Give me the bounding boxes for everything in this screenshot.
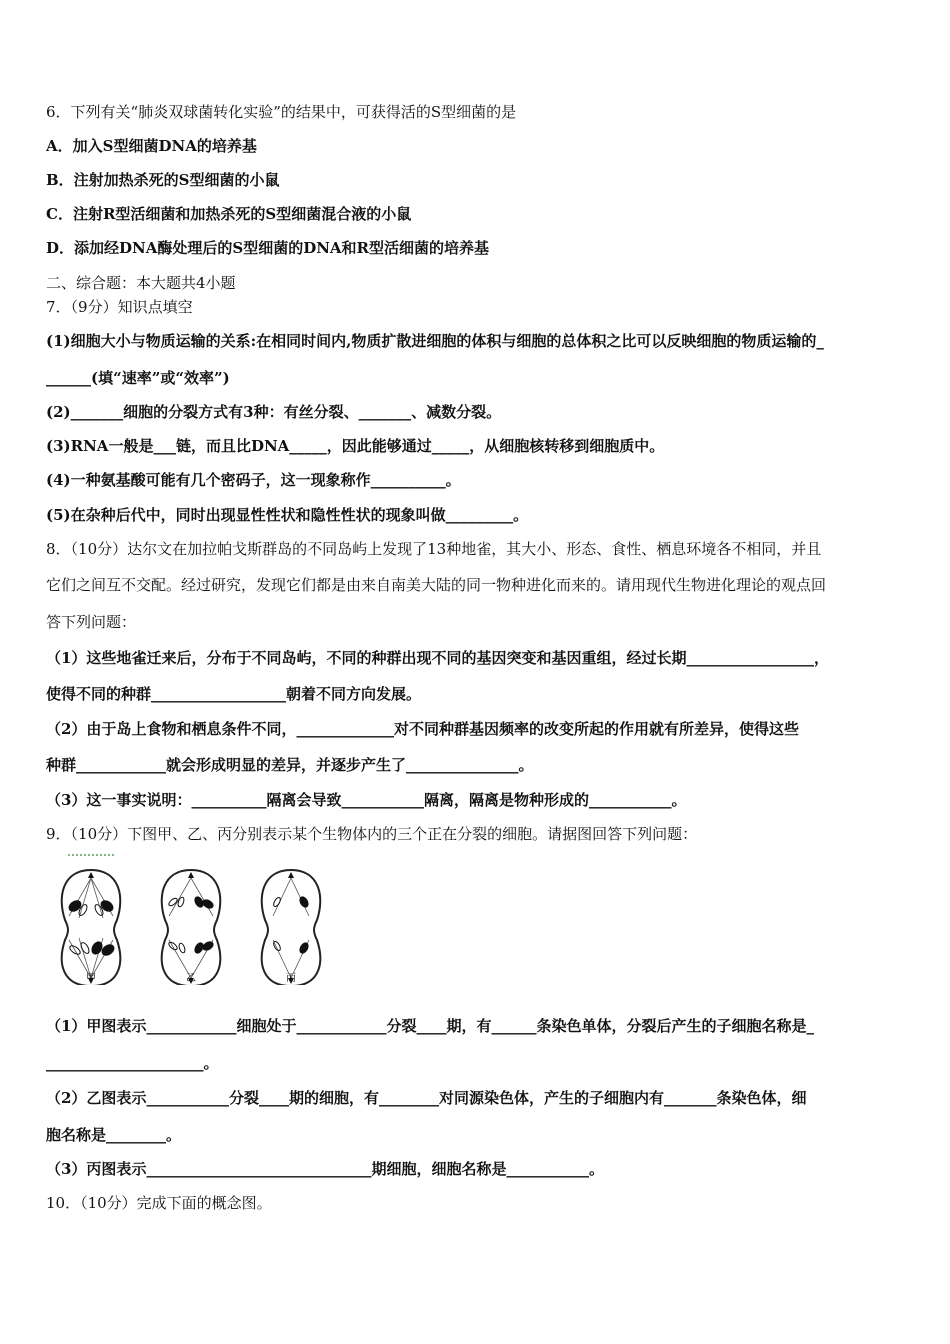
q7-item-1: (1)细胞大小与物质运输的关系:在相同时间内,物质扩散进细胞的体积与细胞的总体积之比可以反映细胞的物质运输的_ [46,332,824,350]
q10-stem: 10．（10分）完成下面的概念图。 [46,1194,272,1212]
q9-part-2-cont: 胞名称是________。 [46,1126,182,1144]
q8-stem-line-1: 8．（10分）达尔文在加拉帕戈斯群岛的不同岛屿上发现了13种地雀，其大小、形态、食性、栖息环境各不相同，并且 [46,540,822,558]
q9-part-2: （2）乙图表示___________分裂____期的细胞，有________对同源染色体，产生的子细胞内有_______条染色体，细 [46,1089,807,1107]
q7-item-4: (4)一种氨基酸可能有几个密码子，这一现象称作__________。 [46,471,461,489]
q8-part-2-cont: 种群____________就会形成明显的差异，并逐步产生了_______________。 [46,756,534,774]
q8-stem-line-3: 答下列问题： [46,613,137,631]
figure-label-yi: 乙 [186,973,196,984]
cell-yi [162,870,221,985]
q7-item-2: (2)_______细胞的分裂方式有3种：有丝分裂、_______、减数分裂。 [46,403,502,421]
q8-part-1-cont: 使得不同的种群__________________朝着不同方向发展。 [46,685,422,703]
q7-item-5: (5)在杂种后代中，同时出现显性性状和隐性性状的现象叫做_________。 [46,506,529,524]
q7-item-3: (3)RNA一般是___链，而且比DNA_____，因此能够通过_____，从细胞核转移到细胞质中。 [46,437,665,455]
section-heading: 二、综合题：本大题共4小题 [46,274,236,292]
q8-part-1: （1）这些地雀迁来后，分布于不同岛屿，不同的种群出现不同的基因突变和基因重组，经过长期_________________， [46,649,829,667]
cell-division-figure [50,850,340,985]
q6-stem: 6．下列有关“肺炎双球菌转化实验”的结果中，可获得活的S型细菌的是 [46,103,517,121]
figure-label-bing: 丙 [286,973,296,984]
q6-option-a: A．加入S型细菌DNA的培养基 [46,137,257,155]
q9-part-1: （1）甲图表示____________细胞处于____________分裂____期，有______条染色单体，分裂后产生的子细胞名称是_ [46,1017,814,1035]
figure-label-jia: 甲 [86,973,96,984]
q9-part-3: （3）丙图表示______________________________期细胞，细胞名称是___________。 [46,1160,604,1178]
cell-jia [62,870,121,985]
q8-part-3: （3）这一事实说明：__________隔离会导致___________隔离，隔离是物种形成的___________。 [46,791,687,809]
q8-part-2: （2）由于岛上食物和栖息条件不同，_____________对不同种群基因频率的改变所起的作用就有所差异，使得这些 [46,720,799,738]
cell-bing [262,870,321,985]
q7-item-1-cont: ______(填“速率”或“效率”) [46,369,230,387]
q9-stem: 9．（10分）下图甲、乙、丙分别表示某个生物体内的三个正在分裂的细胞。请据图回答下列问题： [46,825,698,843]
q7-stem: 7．（9分）知识点填空 [46,298,193,316]
q6-option-d: D．添加经DNA酶处理后的S型细菌的DNA和R型活细菌的培养基 [46,239,490,257]
q6-option-b: B．注射加热杀死的S型细菌的小鼠 [46,171,280,189]
q8-stem-line-2: 它们之间互不交配。经过研究，发现它们都是由来自南美大陆的同一物种进化而来的。请用现代生物进化理论的观点回 [46,576,827,594]
q9-part-1-cont: _____________________。 [46,1054,219,1072]
q6-option-c: C．注射R型活细菌和加热杀死的S型细菌混合液的小鼠 [46,205,412,223]
